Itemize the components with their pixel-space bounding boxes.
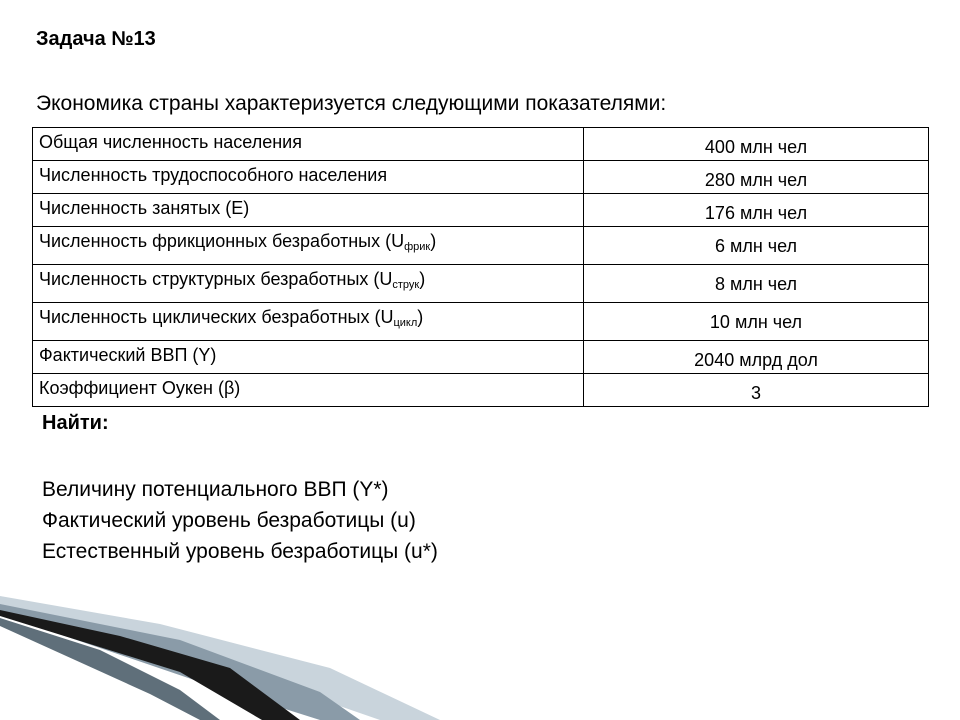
row-label: Численность структурных безработных $(U_{струк})$ (33, 265, 584, 303)
row-label: Численность фрикционных безработных $(U_{фрик})$ (33, 227, 584, 265)
row-value: 280 млн чел (584, 161, 929, 194)
row-value: 8 млн чел (584, 265, 929, 303)
list-item: Величину потенциального ВВП (Y*) (42, 478, 389, 501)
row-label: Общая численность населения (33, 128, 584, 161)
row-value: 3 (584, 374, 929, 407)
row-value: 176 млн чел (584, 194, 929, 227)
list-item: Фактический уровень безработицы (u) (42, 509, 416, 532)
row-value: 6 млн чел (584, 227, 929, 265)
find-title: Найти: (42, 412, 109, 434)
row-label: Численность трудоспособного населения (33, 161, 584, 194)
row-value: 2040 млрд дол (584, 341, 929, 374)
row-label: Численность циклических безработных $(U_{цикл})$ (33, 303, 584, 341)
row-value: 400 млн чел (584, 128, 929, 161)
task-title: Задача №13 (36, 28, 156, 50)
row-label: Фактический ВВП (Y) (33, 341, 584, 374)
row-value: 10 млн чел (584, 303, 929, 341)
list-item: Естественный уровень безработицы (u*) (42, 540, 438, 563)
row-label: Коэффициент Оукен (β) (33, 374, 584, 407)
row-label: Численность занятых (E) (33, 194, 584, 227)
intro-text: Экономика страны характеризуется следующими показателями: (36, 92, 667, 115)
